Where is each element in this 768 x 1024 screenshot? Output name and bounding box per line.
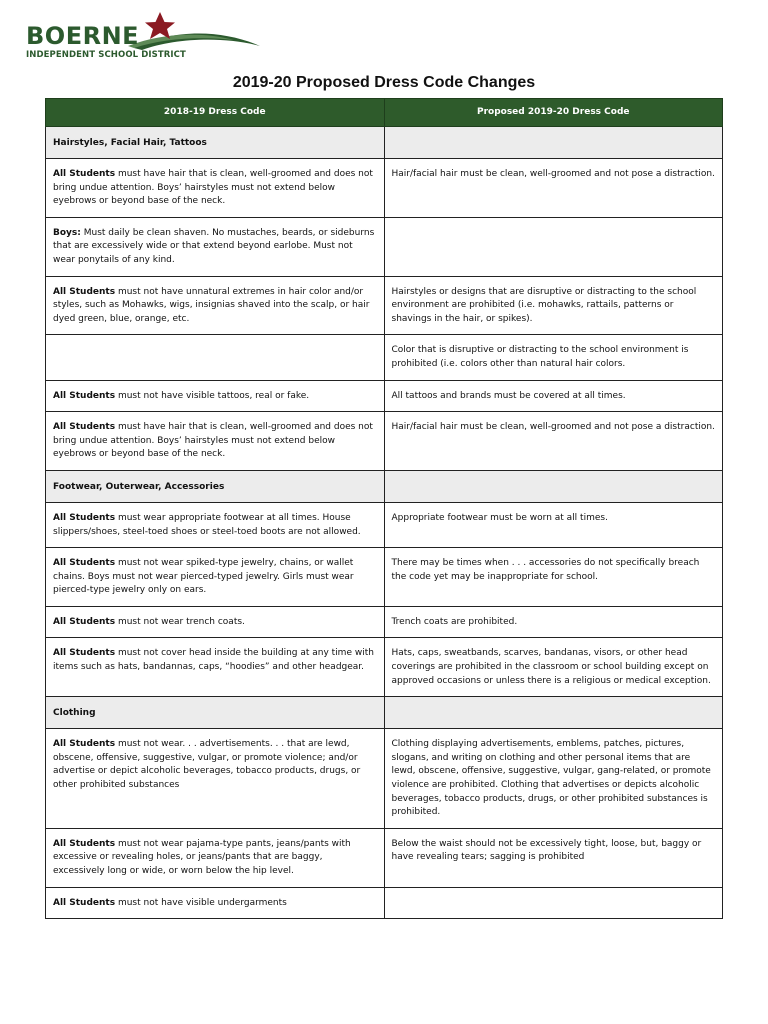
old-code-cell <box>46 729 385 829</box>
section-label: Hairstyles, Facial Hair, Tattoos <box>46 127 385 159</box>
table-row <box>46 380 723 412</box>
old-code-lead: All Students <box>53 838 116 849</box>
old-code-cell <box>46 159 385 218</box>
old-code-lead: All Students <box>53 390 116 401</box>
column-header-2019-20: Proposed 2019-20 Dress Code <box>384 99 723 127</box>
section-empty-cell <box>384 127 723 159</box>
section-empty-cell <box>384 470 723 502</box>
star-icon <box>145 12 175 39</box>
old-code-lead: All Students <box>53 286 116 297</box>
old-code-text: must not wear trench coats. <box>115 616 245 627</box>
old-code-lead: All Students <box>53 558 116 569</box>
section-empty-cell <box>384 697 723 729</box>
old-code-lead: All Students <box>53 616 116 627</box>
old-code-text: must not have visible tattoos, real or fake. <box>115 390 310 401</box>
new-code-cell: Clothing displaying advertisements, emblems, patches, pictures, slogans, and writing on clothing and other personal items that are lewd, obscene, offensive, suggestive, vulgar, gang-related, or promote violence are prohibited. Clothing that advertises or depicts alcoholic beverages, tobacco products, drugs, or other prohibited substances is prohibited. <box>384 729 723 829</box>
table-row <box>46 502 723 547</box>
old-code-cell <box>46 217 385 276</box>
table-row <box>46 335 723 380</box>
old-code-lead: All Students <box>53 169 116 179</box>
new-code-cell: Below the waist should not be excessively tight, loose, but, baggy or have revealing tears; sagging is prohibited <box>384 828 723 887</box>
new-code-cell: There may be times when . . . accessories do not specifically breach the code yet may be inappropriate for school. <box>384 548 723 607</box>
old-code-lead: All Students <box>53 422 116 433</box>
old-code-text: Must daily be clean shaven. No mustaches, beards, or sideburns that are excessively wide or that extend beyond earlobe. Must not wear ponytails of any kind. <box>53 227 375 265</box>
new-code-cell <box>384 887 723 919</box>
section-label: Footwear, Outerwear, Accessories <box>46 470 385 502</box>
new-code-cell: Appropriate footwear must be worn at all times. <box>384 502 723 547</box>
table-header-row <box>46 99 723 127</box>
new-code-cell: Trench coats are prohibited. <box>384 606 723 638</box>
table-row <box>46 729 723 829</box>
old-code-text: must have hair that is clean, well-groomed and does not bring undue attention. Boys’ hairstyles must not extend below eyebrows or beyond base of the neck. <box>53 169 373 207</box>
table-body <box>46 127 723 919</box>
new-code-cell: Hair/facial hair must be clean, well-groomed and not pose a distraction. <box>384 159 723 218</box>
old-code-lead: All Students <box>53 739 116 750</box>
old-code-lead: Boys: <box>53 227 81 238</box>
table-row <box>46 217 723 276</box>
old-code-text: must not have unnatural extremes in hair color and/or styles, such as Mohawks, wigs, insignias shaved into the scalp, or hair dyed green, blue, orange, etc. <box>53 286 370 324</box>
old-code-cell <box>46 502 385 547</box>
old-code-text: must have hair that is clean, well-groomed and does not bring undue attention. Boys’ hairstyles must not extend below eyebrows or beyond base of the neck. <box>53 422 373 460</box>
old-code-lead: All Students <box>53 512 116 523</box>
table-row <box>46 548 723 607</box>
table-row <box>46 412 723 471</box>
table-row <box>46 159 723 218</box>
old-code-lead: All Students <box>53 897 116 908</box>
logo-subtitle: INDEPENDENT SCHOOL DISTRICT <box>26 50 186 60</box>
section-header-row <box>46 470 723 502</box>
logo-wordmark: BOERNE <box>26 22 140 50</box>
old-code-cell <box>46 548 385 607</box>
table-row <box>46 276 723 335</box>
table-row <box>46 887 723 919</box>
old-code-text: must not wear. . . advertisements. . . that are lewd, obscene, offensive, suggestive, vulgar, or promote violence; and/or advertise or depict alcoholic beverages, tobacco products, drugs, or other prohibited substances <box>53 739 361 791</box>
old-code-cell <box>46 276 385 335</box>
section-label: Clothing <box>46 697 385 729</box>
table-row <box>46 828 723 887</box>
old-code-text: must not wear pajama-type pants, jeans/pants with excessive or revealing holes, or jeans/pants that are baggy, excessively long or wide, or worn below the hip level. <box>53 838 351 876</box>
old-code-text: must wear appropriate footwear at all times. House slippers/shoes, steel-toed shoes or steel-toed boots are not allowed. <box>53 512 361 537</box>
old-code-cell <box>46 412 385 471</box>
old-code-text: must not have visible undergarments <box>115 897 287 908</box>
new-code-cell: Hair/facial hair must be clean, well-groomed and not pose a distraction. <box>384 412 723 471</box>
old-code-lead: All Students <box>53 648 116 659</box>
old-code-cell <box>46 606 385 638</box>
table-row <box>46 638 723 697</box>
new-code-cell: All tattoos and brands must be covered at all times. <box>384 380 723 412</box>
old-code-cell <box>46 335 385 380</box>
old-code-cell <box>46 380 385 412</box>
table-row <box>46 606 723 638</box>
new-code-cell: Color that is disruptive or distracting to the school environment is prohibited (i.e. colors other than natural hair colors. <box>384 335 723 380</box>
new-code-cell: Hats, caps, sweatbands, scarves, bandanas, visors, or other head coverings are prohibited in the classroom or school building except on approved occasions or unless there is a religious or medical exception. <box>384 638 723 697</box>
old-code-cell <box>46 887 385 919</box>
section-header-row <box>46 127 723 159</box>
dress-code-table <box>45 98 723 919</box>
page-title: 2019-20 Proposed Dress Code Changes <box>232 74 536 91</box>
new-code-cell <box>384 217 723 276</box>
section-header-row <box>46 697 723 729</box>
old-code-text: must not wear spiked-type jewelry, chains, or wallet chains. Boys must not wear pierced-typed jewelry. Girls must wear pierced-type jewelry only on ears. <box>53 558 354 596</box>
old-code-cell <box>46 638 385 697</box>
column-header-2018-19: 2018-19 Dress Code <box>46 99 385 127</box>
district-logo <box>24 10 264 62</box>
old-code-cell <box>46 828 385 887</box>
new-code-cell: Hairstyles or designs that are disruptive or distracting to the school environment are prohibited (i.e. mohawks, rattails, patterns or shavings in the hair, or spikes). <box>384 276 723 335</box>
old-code-text: must not cover head inside the building at any time with items such as hats, bandannas, caps, “hoodies” and other headgear. <box>53 648 374 673</box>
